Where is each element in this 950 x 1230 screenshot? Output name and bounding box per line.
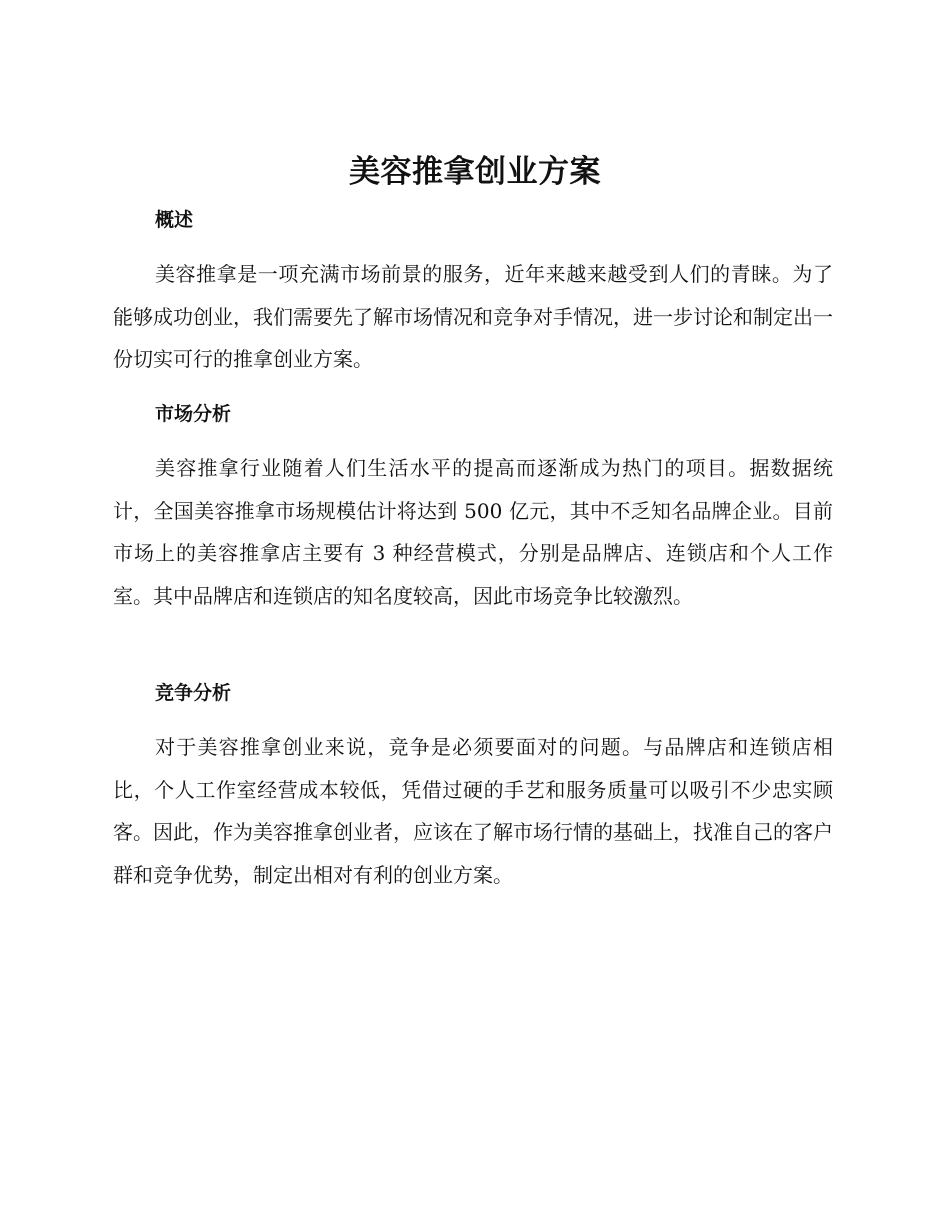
section-heading-overview: 概述 xyxy=(155,209,194,231)
section-paragraph-competition-analysis: 对于美容推拿创业来说，竞争是必须要面对的问题。与品牌店和连锁店相比，个人工作室经营成本较低，凭借过硬的手艺和服务质量可以吸引不少忠实顾客。因此，作为美容推拿创业者，应该在了解市场行情的基础上，找准自己的客户群和竞争优势，制定出相对有利的创业方案。 xyxy=(113,735,833,887)
section-heading-market-analysis: 市场分析 xyxy=(155,403,232,425)
section-heading-competition-analysis: 竞争分析 xyxy=(155,682,232,704)
document-title: 美容推拿创业方案 xyxy=(349,154,601,190)
section-paragraph-market-analysis: 美容推拿行业随着人们生活水平的提高而逐渐成为热门的项目。据数据统计，全国美容推拿市场规模估计将达到 500 亿元，其中不乏知名品牌企业。目前市场上的美容推拿店主要有 3 种经营模式，分别是品牌店、连锁店和个人工作室。其中品牌店和连锁店的知名度较高，因此市场竞争比较激烈。 xyxy=(113,456,833,608)
section-paragraph-overview: 美容推拿是一项充满市场前景的服务，近年来越来越受到人们的青睐。为了能够成功创业，我们需要先了解市场情况和竞争对手情况，进一步讨论和制定出一份切实可行的推拿创业方案。 xyxy=(113,262,833,371)
